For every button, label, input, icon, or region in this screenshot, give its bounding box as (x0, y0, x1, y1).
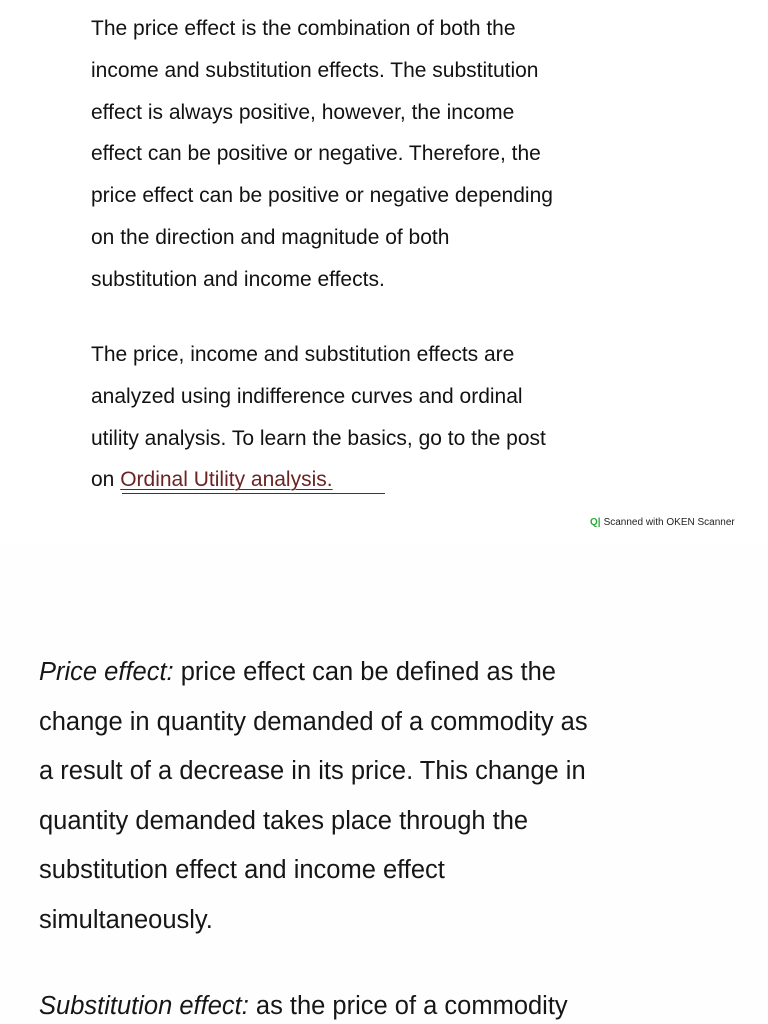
price-effect-term: Price effect: (39, 658, 174, 686)
price-effect-paragraph (91, 8, 553, 301)
text-line: effect is always positive, however, the income (91, 100, 515, 124)
substitution-effect-definition (39, 982, 568, 1024)
text-line: effect can be positive or negative. Therefore, the (91, 142, 541, 166)
text-line: quantity demanded takes place through the (39, 806, 529, 835)
substitution-effect-term: Substitution effect: (39, 992, 249, 1020)
text-line: change in quantity demanded of a commodity as (39, 707, 588, 736)
text-line: utility analysis. To learn the basics, go to the post (91, 426, 546, 450)
definition-first-line (39, 982, 568, 1024)
link-prefix: on (91, 468, 121, 492)
analysis-paragraph (91, 334, 546, 501)
text-line-with-link (91, 459, 546, 501)
scanner-watermark (590, 517, 735, 528)
text-line: on the direction and magnitude of both (91, 225, 450, 249)
link-underline-mark (122, 493, 385, 494)
text-line: income and substitution effects. The substitution (91, 58, 539, 82)
text-line: analyzed using indifference curves and ordinal (91, 384, 523, 408)
text-line: substitution effect and income effect (39, 856, 445, 884)
text-line: a result of a decrease in its price. This change in (39, 757, 586, 785)
text-line: The price effect is the combination of both the (91, 17, 516, 40)
oken-scanner-logo-icon: Q| (590, 517, 601, 528)
text-line: substitution and income effects. (91, 267, 385, 291)
watermark-text: Scanned with OKEN Scanner (603, 517, 735, 528)
definition-text: price effect can be defined as the (173, 658, 556, 686)
text-line: The price, income and substitution effects are (91, 343, 515, 366)
text-line: simultaneously. (39, 905, 213, 934)
price-effect-definition (39, 648, 588, 945)
definition-first-line (39, 648, 588, 698)
definition-text: as the price of a commodity (248, 992, 568, 1020)
scanned-page-bottom (0, 545, 768, 1024)
ordinal-utility-link[interactable]: Ordinal Utility analysis. (120, 468, 333, 492)
text-line: price effect can be positive or negative depending (91, 184, 553, 208)
